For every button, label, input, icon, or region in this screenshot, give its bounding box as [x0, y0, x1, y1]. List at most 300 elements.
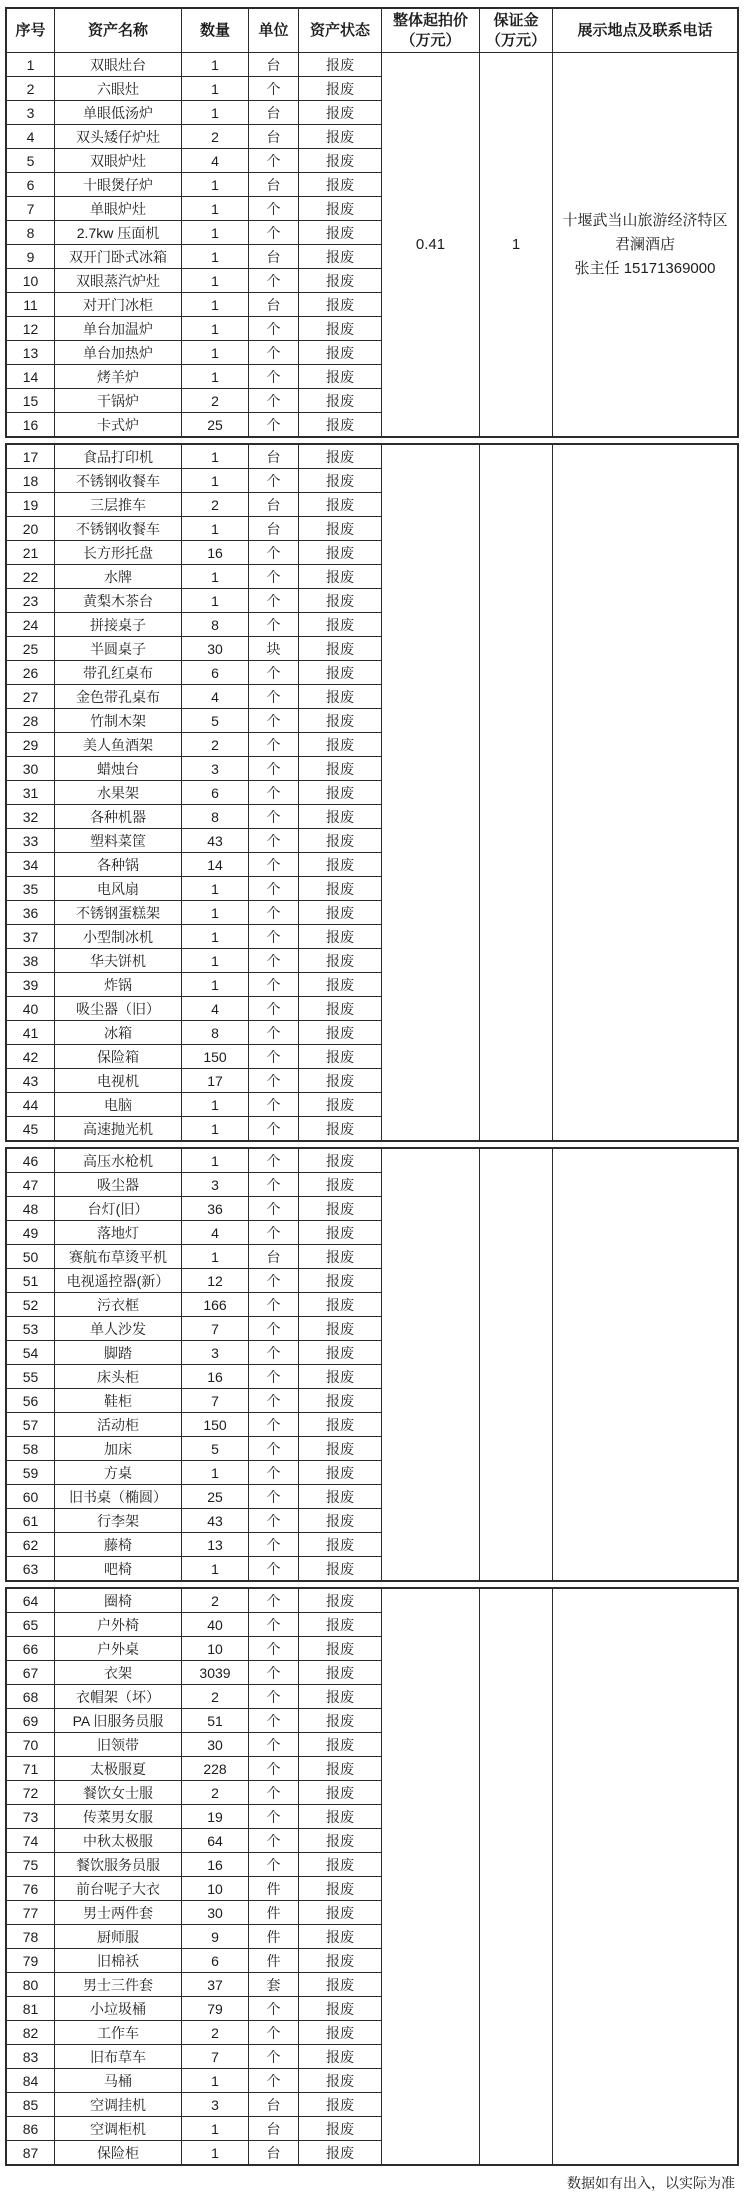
- location-empty-cell-4: [553, 1589, 737, 2164]
- asset-name: 床头柜: [55, 1365, 182, 1388]
- row-number: 72: [7, 1781, 55, 1804]
- unit: 个: [249, 469, 299, 492]
- unit: 个: [249, 1637, 299, 1660]
- quantity: 19: [182, 1805, 249, 1828]
- asset-name: 户外椅: [55, 1613, 182, 1636]
- header-unit: 单位: [249, 9, 299, 52]
- asset-status: 报废: [299, 2117, 382, 2140]
- row-number: 25: [7, 637, 55, 660]
- asset-name: 活动柜: [55, 1413, 182, 1436]
- asset-status: 报废: [299, 1509, 382, 1532]
- asset-name: 马桶: [55, 2069, 182, 2092]
- unit: 个: [249, 781, 299, 804]
- quantity: 2: [182, 493, 249, 516]
- row-number: 57: [7, 1413, 55, 1436]
- unit: 台: [249, 2117, 299, 2140]
- asset-status: 报废: [299, 1901, 382, 1924]
- row-number: 84: [7, 2069, 55, 2092]
- asset-name: 水牌: [55, 565, 182, 588]
- quantity: 150: [182, 1413, 249, 1436]
- asset-status: 报废: [299, 565, 382, 588]
- asset-name: 空调柜机: [55, 2117, 182, 2140]
- section-rows-1: [7, 53, 382, 436]
- table-row: [7, 101, 382, 125]
- asset-status: 报废: [299, 1557, 382, 1580]
- unit: 个: [249, 685, 299, 708]
- asset-name: 方桌: [55, 1461, 182, 1484]
- table-row: [7, 2069, 382, 2093]
- row-number: 73: [7, 1805, 55, 1828]
- quantity: 30: [182, 637, 249, 660]
- quantity: 1: [182, 589, 249, 612]
- asset-name: 双头矮仔炉灶: [55, 125, 182, 148]
- table-row: [7, 541, 382, 565]
- asset-status: 报废: [299, 1853, 382, 1876]
- asset-name: 餐饮服务员服: [55, 1853, 182, 1876]
- table-block-1: [5, 7, 739, 438]
- unit: 台: [249, 53, 299, 76]
- unit: 个: [249, 1317, 299, 1340]
- table-row: [7, 733, 382, 757]
- start-price-value-cell: 0.41: [382, 53, 480, 436]
- asset-name: 吧椅: [55, 1557, 182, 1580]
- quantity: 1: [182, 949, 249, 972]
- asset-status: 报废: [299, 1613, 382, 1636]
- table-row: [7, 1117, 382, 1140]
- header-start-price: [382, 9, 480, 52]
- row-number: 15: [7, 389, 55, 412]
- quantity: 3: [182, 757, 249, 780]
- quantity: 1: [182, 341, 249, 364]
- asset-name: 旧布草车: [55, 2045, 182, 2068]
- table-row: [7, 1733, 382, 1757]
- row-number: 13: [7, 341, 55, 364]
- unit: 个: [249, 197, 299, 220]
- quantity: 1: [182, 245, 249, 268]
- asset-name: 干锅炉: [55, 389, 182, 412]
- unit: 个: [249, 1461, 299, 1484]
- unit: 个: [249, 1341, 299, 1364]
- asset-name: 水果架: [55, 781, 182, 804]
- row-number: 74: [7, 1829, 55, 1852]
- table-row: [7, 245, 382, 269]
- asset-name: 蜡烛台: [55, 757, 182, 780]
- unit: 个: [249, 1781, 299, 1804]
- unit: 套: [249, 1973, 299, 1996]
- table-row: [7, 997, 382, 1021]
- asset-status: 报废: [299, 1413, 382, 1436]
- unit: 个: [249, 805, 299, 828]
- asset-status: 报废: [299, 1973, 382, 1996]
- unit: 台: [249, 445, 299, 468]
- table-row: [7, 877, 382, 901]
- table-row: [7, 341, 382, 365]
- table-row: [7, 973, 382, 997]
- asset-status: 报废: [299, 149, 382, 172]
- row-number: 10: [7, 269, 55, 292]
- quantity: 5: [182, 1437, 249, 1460]
- quantity: 51: [182, 1709, 249, 1732]
- asset-status: 报废: [299, 1997, 382, 2020]
- asset-status: 报废: [299, 293, 382, 316]
- unit: 个: [249, 77, 299, 100]
- table-row: [7, 709, 382, 733]
- asset-status: 报废: [299, 1293, 382, 1316]
- quantity: 4: [182, 685, 249, 708]
- asset-status: 报废: [299, 125, 382, 148]
- asset-name: 小垃圾桶: [55, 1997, 182, 2020]
- quantity: 4: [182, 997, 249, 1020]
- quantity: 79: [182, 1997, 249, 2020]
- table-row: [7, 1997, 382, 2021]
- asset-name: 台灯(旧）: [55, 1197, 182, 1220]
- quantity: 2: [182, 1685, 249, 1708]
- table-row: [7, 1245, 382, 1269]
- unit: 块: [249, 637, 299, 660]
- asset-status: 报废: [299, 1925, 382, 1948]
- header-quantity: 数量: [182, 9, 249, 52]
- start-price-empty-cell-2: [382, 445, 480, 1140]
- section-rows-4: [7, 1589, 382, 2164]
- asset-name: 太极服夏: [55, 1757, 182, 1780]
- unit: 台: [249, 517, 299, 540]
- unit: 个: [249, 1997, 299, 2020]
- row-number: 61: [7, 1509, 55, 1532]
- asset-name: 炸锅: [55, 973, 182, 996]
- asset-status: 报废: [299, 1045, 382, 1068]
- unit: 个: [249, 949, 299, 972]
- unit: 台: [249, 101, 299, 124]
- row-number: 81: [7, 1997, 55, 2020]
- asset-name: 卡式炉: [55, 413, 182, 436]
- asset-status: 报废: [299, 853, 382, 876]
- asset-status: 报废: [299, 317, 382, 340]
- table-row: [7, 1973, 382, 1997]
- asset-name: 小型制冰机: [55, 925, 182, 948]
- row-number: 67: [7, 1661, 55, 1684]
- asset-name: 黄梨木茶台: [55, 589, 182, 612]
- asset-status: 报废: [299, 1245, 382, 1268]
- row-number: 20: [7, 517, 55, 540]
- table-header-row: [7, 9, 737, 53]
- row-number: 60: [7, 1485, 55, 1508]
- header-deposit: [480, 9, 553, 52]
- row-number: 32: [7, 805, 55, 828]
- row-number: 9: [7, 245, 55, 268]
- table-row: [7, 1901, 382, 1925]
- table-row: [7, 1557, 382, 1580]
- unit: 台: [249, 493, 299, 516]
- asset-name: 污衣框: [55, 1293, 182, 1316]
- row-number: 62: [7, 1533, 55, 1556]
- asset-name: 中秋太极服: [55, 1829, 182, 1852]
- asset-status: 报废: [299, 2093, 382, 2116]
- row-number: 66: [7, 1637, 55, 1660]
- asset-name: 传菜男女服: [55, 1805, 182, 1828]
- asset-name: 冰箱: [55, 1021, 182, 1044]
- quantity: 7: [182, 2045, 249, 2068]
- asset-status: 报废: [299, 1949, 382, 1972]
- table-row: [7, 853, 382, 877]
- row-number: 86: [7, 2117, 55, 2140]
- quantity: 14: [182, 853, 249, 876]
- row-number: 17: [7, 445, 55, 468]
- row-number: 14: [7, 365, 55, 388]
- row-number: 27: [7, 685, 55, 708]
- asset-status: 报废: [299, 781, 382, 804]
- row-number: 69: [7, 1709, 55, 1732]
- unit: 个: [249, 1069, 299, 1092]
- row-number: 42: [7, 1045, 55, 1068]
- asset-status: 报废: [299, 245, 382, 268]
- asset-name: 长方形托盘: [55, 541, 182, 564]
- asset-status: 报废: [299, 829, 382, 852]
- asset-name: 不锈钢收餐车: [55, 517, 182, 540]
- unit: 个: [249, 365, 299, 388]
- table-row: [7, 2045, 382, 2069]
- quantity: 1: [182, 1093, 249, 1116]
- asset-status: 报废: [299, 197, 382, 220]
- unit: 个: [249, 877, 299, 900]
- row-number: 23: [7, 589, 55, 612]
- table-row: [7, 2093, 382, 2117]
- header-location: 展示地点及联系电话: [577, 21, 713, 39]
- asset-name: 不锈钢蛋糕架: [55, 901, 182, 924]
- asset-status: 报废: [299, 877, 382, 900]
- row-number: 36: [7, 901, 55, 924]
- unit: 台: [249, 1245, 299, 1268]
- asset-status: 报废: [299, 1117, 382, 1140]
- table-row: [7, 757, 382, 781]
- asset-status: 报废: [299, 1877, 382, 1900]
- table-row: [7, 1485, 382, 1509]
- table-row: [7, 1317, 382, 1341]
- quantity: 2: [182, 389, 249, 412]
- asset-name: 旧书桌（椭圆）: [55, 1485, 182, 1508]
- asset-name: 高速抛光机: [55, 1117, 182, 1140]
- row-number: 4: [7, 125, 55, 148]
- row-number: 1: [7, 53, 55, 76]
- table-block-2: [5, 443, 739, 1142]
- unit: 个: [249, 1437, 299, 1460]
- table-row: [7, 685, 382, 709]
- unit: 个: [249, 1805, 299, 1828]
- unit: 个: [249, 413, 299, 436]
- quantity: 2: [182, 733, 249, 756]
- asset-name: 竹制木架: [55, 709, 182, 732]
- table-row: [7, 1709, 382, 1733]
- asset-status: 报废: [299, 445, 382, 468]
- asset-name: 行李架: [55, 1509, 182, 1532]
- table-row: [7, 829, 382, 853]
- deposit-value-cell: 1: [480, 53, 553, 436]
- unit: 件: [249, 1901, 299, 1924]
- deposit-empty-cell-2: [480, 445, 553, 1140]
- asset-name: 单眼炉灶: [55, 197, 182, 220]
- unit: 个: [249, 925, 299, 948]
- unit: 个: [249, 317, 299, 340]
- quantity: 1: [182, 2117, 249, 2140]
- asset-name: 半圆桌子: [55, 637, 182, 660]
- deposit-empty-cell-4: [480, 1589, 553, 2164]
- asset-name: 保险箱: [55, 1045, 182, 1068]
- asset-name: 吸尘器（旧）: [55, 997, 182, 1020]
- table-row: [7, 1461, 382, 1485]
- asset-name: PA 旧服务员服: [55, 1709, 182, 1732]
- unit: 个: [249, 1733, 299, 1756]
- unit: 个: [249, 1117, 299, 1140]
- quantity: 3: [182, 1341, 249, 1364]
- quantity: 1: [182, 517, 249, 540]
- asset-status: 报废: [299, 77, 382, 100]
- asset-status: 报废: [299, 1685, 382, 1708]
- table-row: [7, 125, 382, 149]
- table-row: [7, 1949, 382, 1973]
- unit: 个: [249, 2045, 299, 2068]
- location-line-2: 君澜酒店: [614, 235, 675, 253]
- quantity: 6: [182, 661, 249, 684]
- row-number: 44: [7, 1093, 55, 1116]
- asset-name: 对开门冰柜: [55, 293, 182, 316]
- quantity: 8: [182, 613, 249, 636]
- table-row: [7, 389, 382, 413]
- table-row: [7, 1093, 382, 1117]
- asset-status: 报废: [299, 1805, 382, 1828]
- asset-name: 加床: [55, 1437, 182, 1460]
- asset-name: 带孔红桌布: [55, 661, 182, 684]
- asset-name: 烤羊炉: [55, 365, 182, 388]
- quantity: 1: [182, 77, 249, 100]
- header-start-price-line1: 整体起拍价: [392, 12, 468, 29]
- table-row: [7, 805, 382, 829]
- table-row: [7, 445, 382, 469]
- row-number: 31: [7, 781, 55, 804]
- quantity: 64: [182, 1829, 249, 1852]
- row-number: 21: [7, 541, 55, 564]
- asset-status: 报废: [299, 53, 382, 76]
- asset-name: 保险柜: [55, 2141, 182, 2164]
- asset-name: 餐饮女士服: [55, 1781, 182, 1804]
- deposit-empty-cell-3: [480, 1149, 553, 1580]
- table-row: [7, 1069, 382, 1093]
- table-row: [7, 1173, 382, 1197]
- row-number: 41: [7, 1021, 55, 1044]
- table-row: [7, 197, 382, 221]
- quantity: 2: [182, 1781, 249, 1804]
- asset-status: 报废: [299, 101, 382, 124]
- asset-status: 报废: [299, 365, 382, 388]
- row-number: 68: [7, 1685, 55, 1708]
- asset-name: 单眼低汤炉: [55, 101, 182, 124]
- asset-name: 拼接桌子: [55, 613, 182, 636]
- table-row: [7, 1925, 382, 1949]
- quantity: 25: [182, 1485, 249, 1508]
- unit: 个: [249, 341, 299, 364]
- asset-status: 报废: [299, 1461, 382, 1484]
- table-row: [7, 1437, 382, 1461]
- unit: 个: [249, 1829, 299, 1852]
- row-number: 59: [7, 1461, 55, 1484]
- table-row: [7, 413, 382, 436]
- row-number: 49: [7, 1221, 55, 1244]
- asset-name: 美人鱼酒架: [55, 733, 182, 756]
- unit: 个: [249, 269, 299, 292]
- asset-name: 户外桌: [55, 1637, 182, 1660]
- row-number: 56: [7, 1389, 55, 1412]
- asset-status: 报废: [299, 973, 382, 996]
- row-number: 8: [7, 221, 55, 244]
- row-number: 50: [7, 1245, 55, 1268]
- asset-name: 电视机: [55, 1069, 182, 1092]
- table-row: [7, 2021, 382, 2045]
- row-number: 39: [7, 973, 55, 996]
- unit: 个: [249, 1269, 299, 1292]
- asset-name: 单台加温炉: [55, 317, 182, 340]
- row-number: 38: [7, 949, 55, 972]
- unit: 个: [249, 389, 299, 412]
- header-serial: 序号: [7, 9, 55, 52]
- unit: 个: [249, 1661, 299, 1684]
- unit: 台: [249, 293, 299, 316]
- asset-status: 报废: [299, 389, 382, 412]
- table-row: [7, 1877, 382, 1901]
- start-price-empty-cell-4: [382, 1589, 480, 2164]
- quantity: 1: [182, 317, 249, 340]
- table-row: [7, 1293, 382, 1317]
- asset-status: 报废: [299, 901, 382, 924]
- row-number: 79: [7, 1949, 55, 1972]
- unit: 个: [249, 1149, 299, 1172]
- row-number: 26: [7, 661, 55, 684]
- unit: 台: [249, 125, 299, 148]
- unit: 个: [249, 1485, 299, 1508]
- unit: 个: [249, 1557, 299, 1580]
- row-number: 22: [7, 565, 55, 588]
- table-row: [7, 1341, 382, 1365]
- unit: 个: [249, 901, 299, 924]
- table-row: [7, 493, 382, 517]
- table-row: [7, 1269, 382, 1293]
- quantity: 10: [182, 1637, 249, 1660]
- unit: 台: [249, 2141, 299, 2164]
- unit: 个: [249, 853, 299, 876]
- asset-status: 报废: [299, 1269, 382, 1292]
- quantity: 4: [182, 1221, 249, 1244]
- unit: 个: [249, 1093, 299, 1116]
- asset-status: 报废: [299, 1637, 382, 1660]
- asset-name: 不锈钢收餐车: [55, 469, 182, 492]
- unit: 个: [249, 829, 299, 852]
- quantity: 9: [182, 1925, 249, 1948]
- quantity: 3039: [182, 1661, 249, 1684]
- row-number: 7: [7, 197, 55, 220]
- table-row: [7, 1221, 382, 1245]
- row-number: 12: [7, 317, 55, 340]
- quantity: 13: [182, 1533, 249, 1556]
- quantity: 1: [182, 925, 249, 948]
- table-row: [7, 365, 382, 389]
- asset-status: 报废: [299, 2045, 382, 2068]
- asset-name: 空调挂机: [55, 2093, 182, 2116]
- row-number: 75: [7, 1853, 55, 1876]
- quantity: 8: [182, 805, 249, 828]
- row-number: 51: [7, 1269, 55, 1292]
- unit: 个: [249, 1045, 299, 1068]
- asset-status: 报废: [299, 1173, 382, 1196]
- row-number: 34: [7, 853, 55, 876]
- asset-name: 圈椅: [55, 1589, 182, 1612]
- row-number: 2: [7, 77, 55, 100]
